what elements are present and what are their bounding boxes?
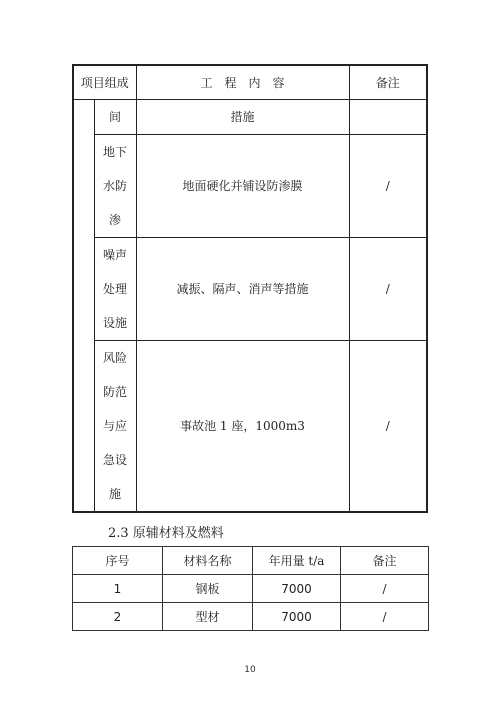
table-row bbox=[73, 237, 427, 340]
table-row bbox=[73, 575, 429, 603]
cell-material: 型材 bbox=[163, 603, 253, 631]
header-cell: 备注 bbox=[341, 547, 429, 575]
label-line: 设施 bbox=[103, 315, 128, 330]
row-label bbox=[94, 99, 136, 134]
label-line: 急设 bbox=[103, 452, 128, 467]
row-label bbox=[94, 237, 136, 340]
header-content: 工 程 内 容 bbox=[136, 65, 349, 99]
header-component: 项目组成 bbox=[73, 65, 136, 99]
row-content: 措施 bbox=[136, 99, 349, 134]
table-header-row bbox=[73, 65, 427, 99]
label-line: 施 bbox=[109, 486, 122, 501]
header-cell: 材料名称 bbox=[163, 547, 253, 575]
label-line: 噪声 bbox=[103, 247, 128, 262]
row-label bbox=[94, 340, 136, 512]
materials-table bbox=[72, 546, 429, 631]
row-remark: / bbox=[349, 340, 427, 512]
cell-remark: / bbox=[341, 603, 429, 631]
section-title: 2.3 原辅材料及燃料 bbox=[108, 526, 224, 541]
cell-index: 1 bbox=[73, 575, 163, 603]
table-row bbox=[73, 99, 427, 134]
label-line: 地下 bbox=[103, 144, 128, 159]
row-label bbox=[94, 134, 136, 237]
blank-cell bbox=[73, 340, 94, 512]
project-composition-table bbox=[72, 64, 428, 513]
blank-cell bbox=[73, 99, 94, 134]
row-remark bbox=[349, 99, 427, 134]
cell-remark: / bbox=[341, 575, 429, 603]
header-cell: 序号 bbox=[73, 547, 163, 575]
label-line: 与应 bbox=[103, 418, 128, 433]
cell-index: 2 bbox=[73, 603, 163, 631]
table-header-row bbox=[73, 547, 429, 575]
header-cell: 年用量 t/a bbox=[253, 547, 341, 575]
label-line: 防范 bbox=[103, 384, 128, 399]
table-row bbox=[73, 134, 427, 237]
row-remark: / bbox=[349, 134, 427, 237]
blank-cell bbox=[73, 134, 94, 237]
label-line: 处理 bbox=[103, 281, 128, 296]
label-line: 渗 bbox=[109, 212, 122, 227]
cell-material: 钢板 bbox=[163, 575, 253, 603]
row-content: 地面硬化并铺设防渗膜 bbox=[136, 134, 349, 237]
cell-usage: 7000 bbox=[253, 575, 341, 603]
row-content: 事故池 1 座，1000m3 bbox=[136, 340, 349, 512]
blank-cell bbox=[73, 237, 94, 340]
label-line: 间 bbox=[109, 109, 122, 124]
row-content: 减振、隔声、消声等措施 bbox=[136, 237, 349, 340]
cell-usage: 7000 bbox=[253, 603, 341, 631]
label-line: 水防 bbox=[103, 178, 128, 193]
table-row bbox=[73, 340, 427, 512]
header-remark: 备注 bbox=[349, 65, 427, 99]
page-number: 10 bbox=[244, 665, 256, 675]
row-remark: / bbox=[349, 237, 427, 340]
label-line: 风险 bbox=[103, 350, 128, 365]
table-row bbox=[73, 603, 429, 631]
